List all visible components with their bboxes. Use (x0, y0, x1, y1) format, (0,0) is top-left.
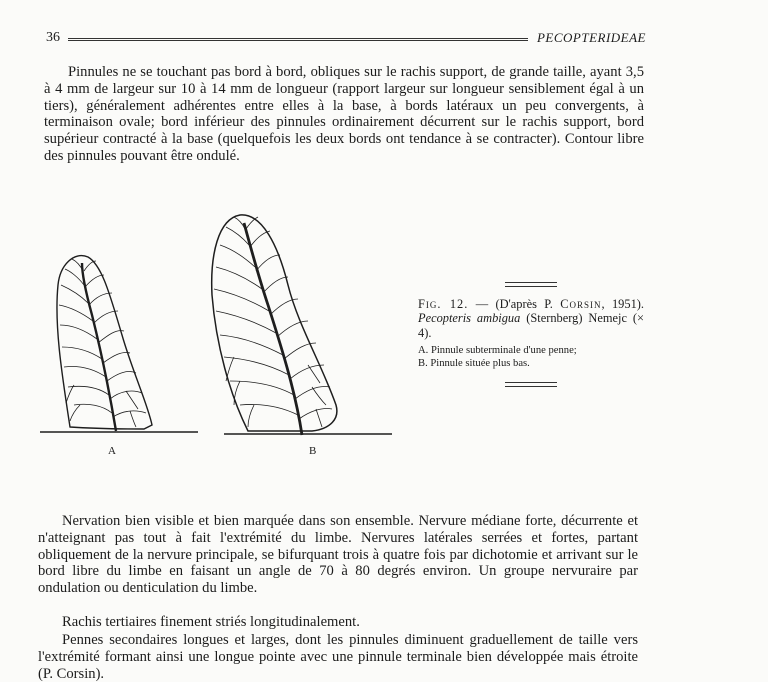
figure-12 (40, 205, 400, 465)
paragraph-pennes: Pennes secondaires longues et larges, dont les pinnules diminuent graduellement de taille vers l'extrémité formant ainsi une longue pointe avec une pinnule terminale bien développée mais étroite (P. Corsin). (38, 632, 638, 682)
caption-text (418, 297, 644, 340)
caption-note-a: A. Pinnule subterminale d'une penne; (418, 345, 577, 357)
pinnule-a-drawing (57, 256, 152, 431)
paragraph-nervation: Nervation bien visible et bien marquée dans son ensemble. Nervure médiane forte, décurrente et n'atteignant pas tout à fait l'extrémité du limbe. Nervures latérales serrées et fortes, partant obliquement de la nervure principale, se bifurquant trois à quatre fois par dichotomie et arrivant sur le bord libre du limbe en faisant un angle de 70 à 80 degrés environ. Un groupe nervuraire par ondulation ou denticulation du limbe. (38, 513, 638, 597)
pinnule-illustration (40, 205, 400, 465)
figure-caption (418, 282, 644, 387)
paragraph-rachis: Rachis tertiaires finement striés longitudinalement. (62, 614, 360, 630)
caption-author: Corsin (560, 297, 602, 311)
paragraph-pinnules: Pinnules ne se touchant pas bord à bord, obliques sur le rachis support, de grande taille, ayant 3,5 à 4 mm de largeur sur 10 à 14 mm de longueur (rapport largeur sur longueur sensiblement égal à un tiers), généralement adhérentes entre elles à la base, à bords latéraux un peu convergents, à terminaison ovale; bord inférieur des pinnules ordinairement décurrent sur le rachis support, bord supérieur contracté à la base (quelquefois les deux bords ont tendance à se contracter). Contour libre des pinnules pouvant être ondulé. (44, 64, 644, 164)
caption-part2: , 1951). (601, 297, 644, 311)
caption-rule-top (505, 282, 557, 287)
caption-fig-label: Fig. 12. (418, 297, 469, 311)
caption-notes (418, 344, 644, 370)
caption-note-b: B. Pinnule située plus bas. (418, 358, 530, 370)
figure-label-b: B (309, 445, 317, 457)
figure-label-a: A (108, 445, 116, 457)
page-number: 36 (46, 30, 60, 45)
caption-part3: (Sternberg) Nemejc (× 4). (418, 311, 645, 340)
caption-rule-bottom (505, 382, 557, 387)
caption-species: Pecopteris ambigua (418, 311, 521, 326)
header-rule (68, 38, 528, 41)
pinnule-b-drawing (212, 215, 337, 435)
page-header (46, 30, 646, 48)
caption-part1: — (D'après P. (468, 297, 561, 311)
running-title: PECOPTERIDEAE (536, 30, 646, 45)
